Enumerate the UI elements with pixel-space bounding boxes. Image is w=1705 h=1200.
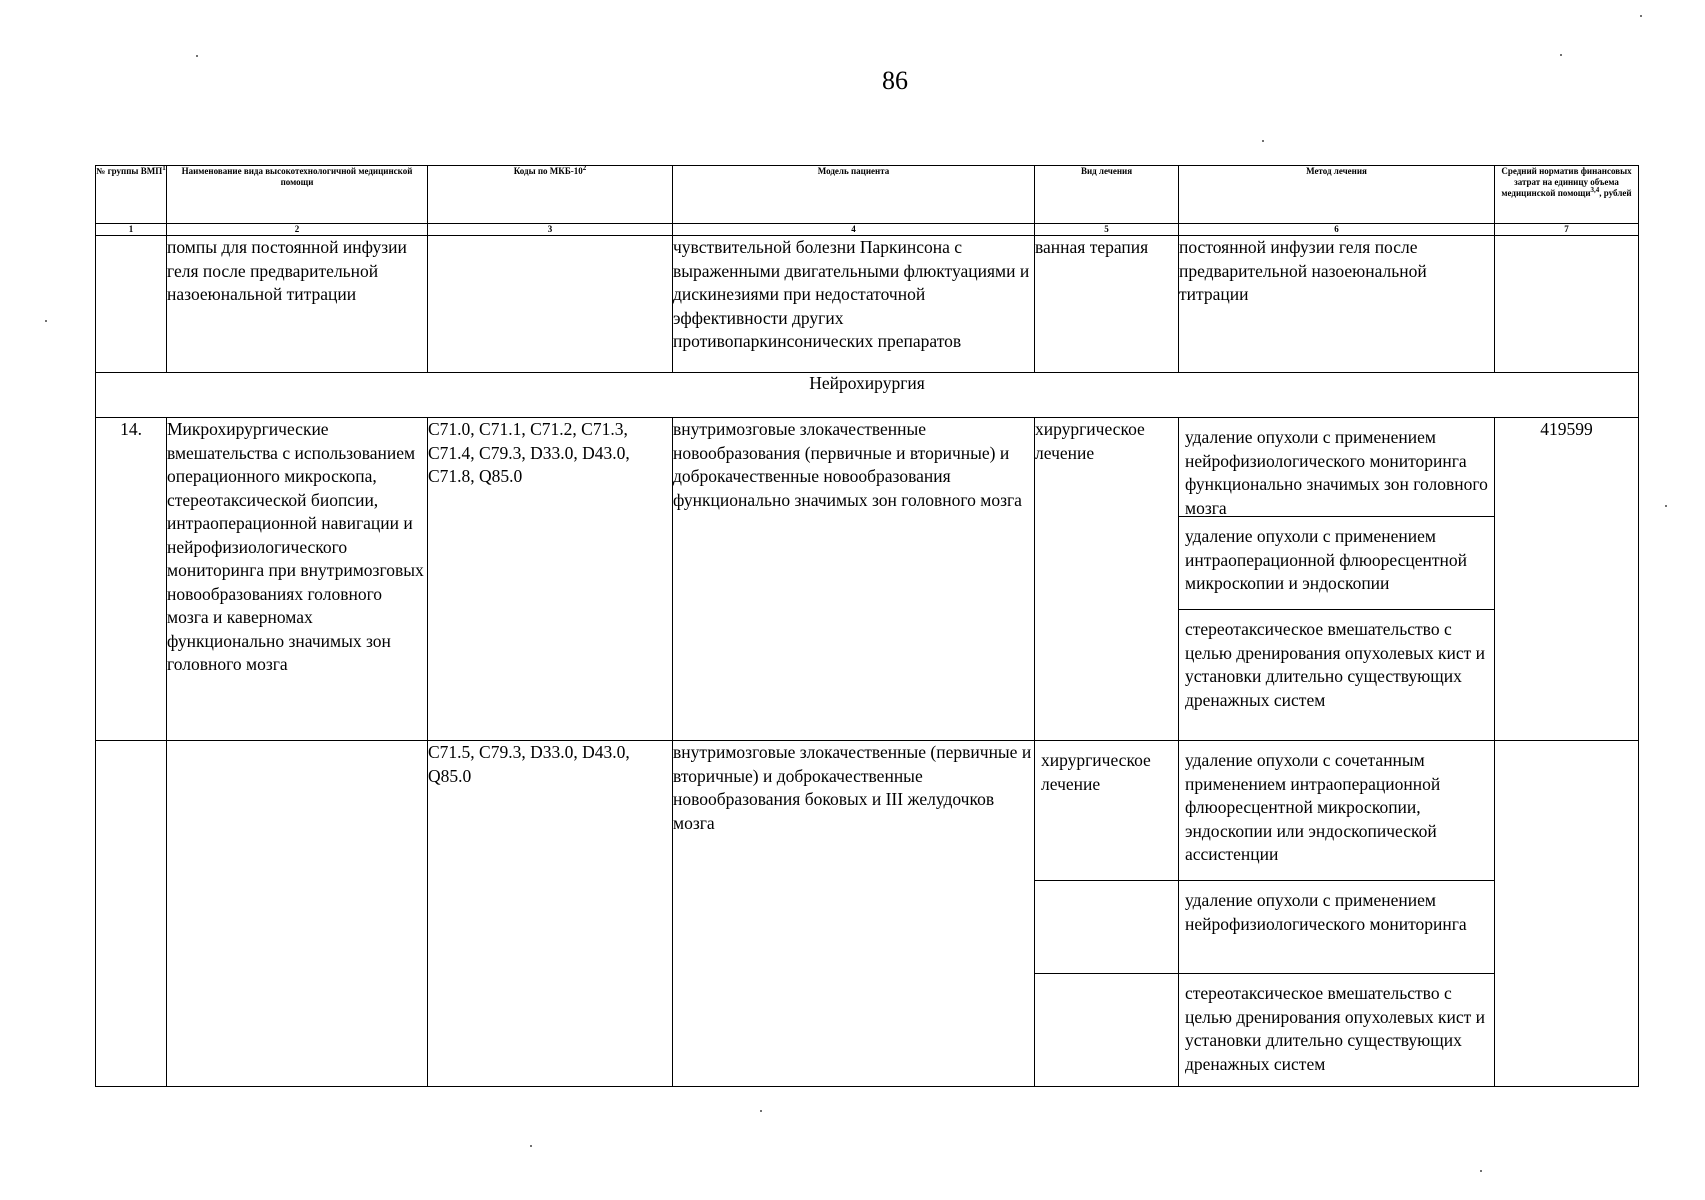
scan-speck <box>1640 15 1642 17</box>
header-care-type-name: Наименование вида высокотехнологичной медицинской помощи <box>167 166 428 224</box>
scan-speck <box>1262 140 1264 142</box>
header-group-number: № группы ВМП$^1$ <box>96 166 167 224</box>
continuation-method: постоянной инфузии геля после предварительной назоеюнальной титрации <box>1179 236 1495 373</box>
average-cost: 419599 <box>1495 418 1639 1087</box>
continuation-name: помпы для постоянной инфузии геля после предварительной назоеюнальной титрации <box>167 236 428 373</box>
group-number: 14. <box>96 418 167 1087</box>
page-number: 86 <box>882 66 908 95</box>
continuation-cost-cell <box>1495 236 1639 373</box>
column-number: 4 <box>673 224 1035 236</box>
vmp-table <box>95 165 1639 1087</box>
continuation-codes-cell <box>428 236 673 373</box>
treatment-type: хирургическое лечение <box>1035 741 1178 881</box>
column-number: 3 <box>428 224 673 236</box>
group-row <box>96 418 1639 741</box>
header-patient-model: Модель пациента <box>673 166 1035 224</box>
treatment-type-blank <box>1035 881 1178 974</box>
scan-speck <box>530 1145 532 1147</box>
scan-speck <box>1665 505 1667 507</box>
section-title: Нейрохирургия <box>96 373 1639 418</box>
continuation-treatment-type: ванная терапия <box>1035 236 1179 373</box>
column-number: 1 <box>96 224 167 236</box>
header-average-cost: Средний норматив финансовых затрат на единицу объема медицинской помощи$^{3,4}$, рублей <box>1495 166 1639 224</box>
column-number: 5 <box>1035 224 1179 236</box>
header-treatment-method: Метод лечения <box>1179 166 1495 224</box>
icd-codes: C71.0, C71.1, C71.2, C71.3, C71.4, C79.3, D33.0, D43.0, C71.8, Q85.0 <box>428 418 673 741</box>
treatment-method: стереотаксическое вмешательство с целью дренирования опухолевых кист и установки длительно существующих дренажных систем <box>1185 983 1486 1074</box>
treatment-method: стереотаксическое вмешательство с целью дренирования опухолевых кист и установки длительно существующих дренажных систем <box>1185 619 1486 710</box>
patient-model: внутримозговые злокачественные (первичные и вторичные) и доброкачественные новообразования боковых и III желудочков мозга <box>673 741 1035 1087</box>
scan-speck <box>196 55 198 57</box>
scan-speck <box>760 1110 762 1112</box>
column-number: 2 <box>167 224 428 236</box>
header-row <box>96 166 1639 224</box>
column-number: 7 <box>1495 224 1639 236</box>
scan-speck <box>1560 54 1562 56</box>
scan-speck <box>45 320 47 322</box>
treatment-type-blank <box>1035 974 1178 988</box>
header-icd-codes: Коды по МКБ-$10^2$ <box>428 166 673 224</box>
column-number-row <box>96 224 1639 236</box>
treatment-type: хирургическое лечение <box>1035 418 1179 741</box>
treatment-method: удаление опухоли с применением интраоперационной флюоресцентной микроскопии и эндоскопии <box>1179 517 1494 610</box>
methods-cell <box>1179 418 1495 741</box>
methods-cell <box>1179 741 1495 1087</box>
continuation-model: чувствительной болезни Паркинсона с выраженными двигательными флюктуациями и дискинезиями при недостаточной эффективности других противопаркинсонических препаратов <box>673 236 1035 373</box>
patient-model: внутримозговые злокачественные новообразования (первичные и вторичные) и доброкачественные новообразования функционально значимых зон головного мозга <box>673 418 1035 741</box>
section-row <box>96 373 1639 418</box>
continuation-group-cell <box>96 236 167 373</box>
continuation-row <box>96 236 1639 373</box>
scan-speck <box>1480 1170 1482 1172</box>
treatment-method: удаление опухоли с применением нейрофизиологического мониторинга функционально значимых зон головного мозга <box>1179 418 1494 517</box>
treatment-type-cell <box>1035 741 1179 1087</box>
column-number: 6 <box>1179 224 1495 236</box>
treatment-method: удаление опухоли с сочетанным применением интраоперационной флюоресцентной микроскопии, эндоскопии или эндоскопической ассистенции <box>1179 741 1494 881</box>
icd-codes: C71.5, C79.3, D33.0, D43.0, Q85.0 <box>428 741 673 1087</box>
header-treatment-type: Вид лечения <box>1035 166 1179 224</box>
treatment-method: удаление опухоли с применением нейрофизиологического мониторинга <box>1179 881 1494 974</box>
group-care-type-name: Микрохирургические вмешательства с использованием операционного микроскопа, стереотаксической биопсии, интраоперационной навигации и нейрофизиологического мониторинга при внутримозговых новообразованиях головного мозга и каверномах функционально значимых зон головного мозга <box>167 418 428 1087</box>
